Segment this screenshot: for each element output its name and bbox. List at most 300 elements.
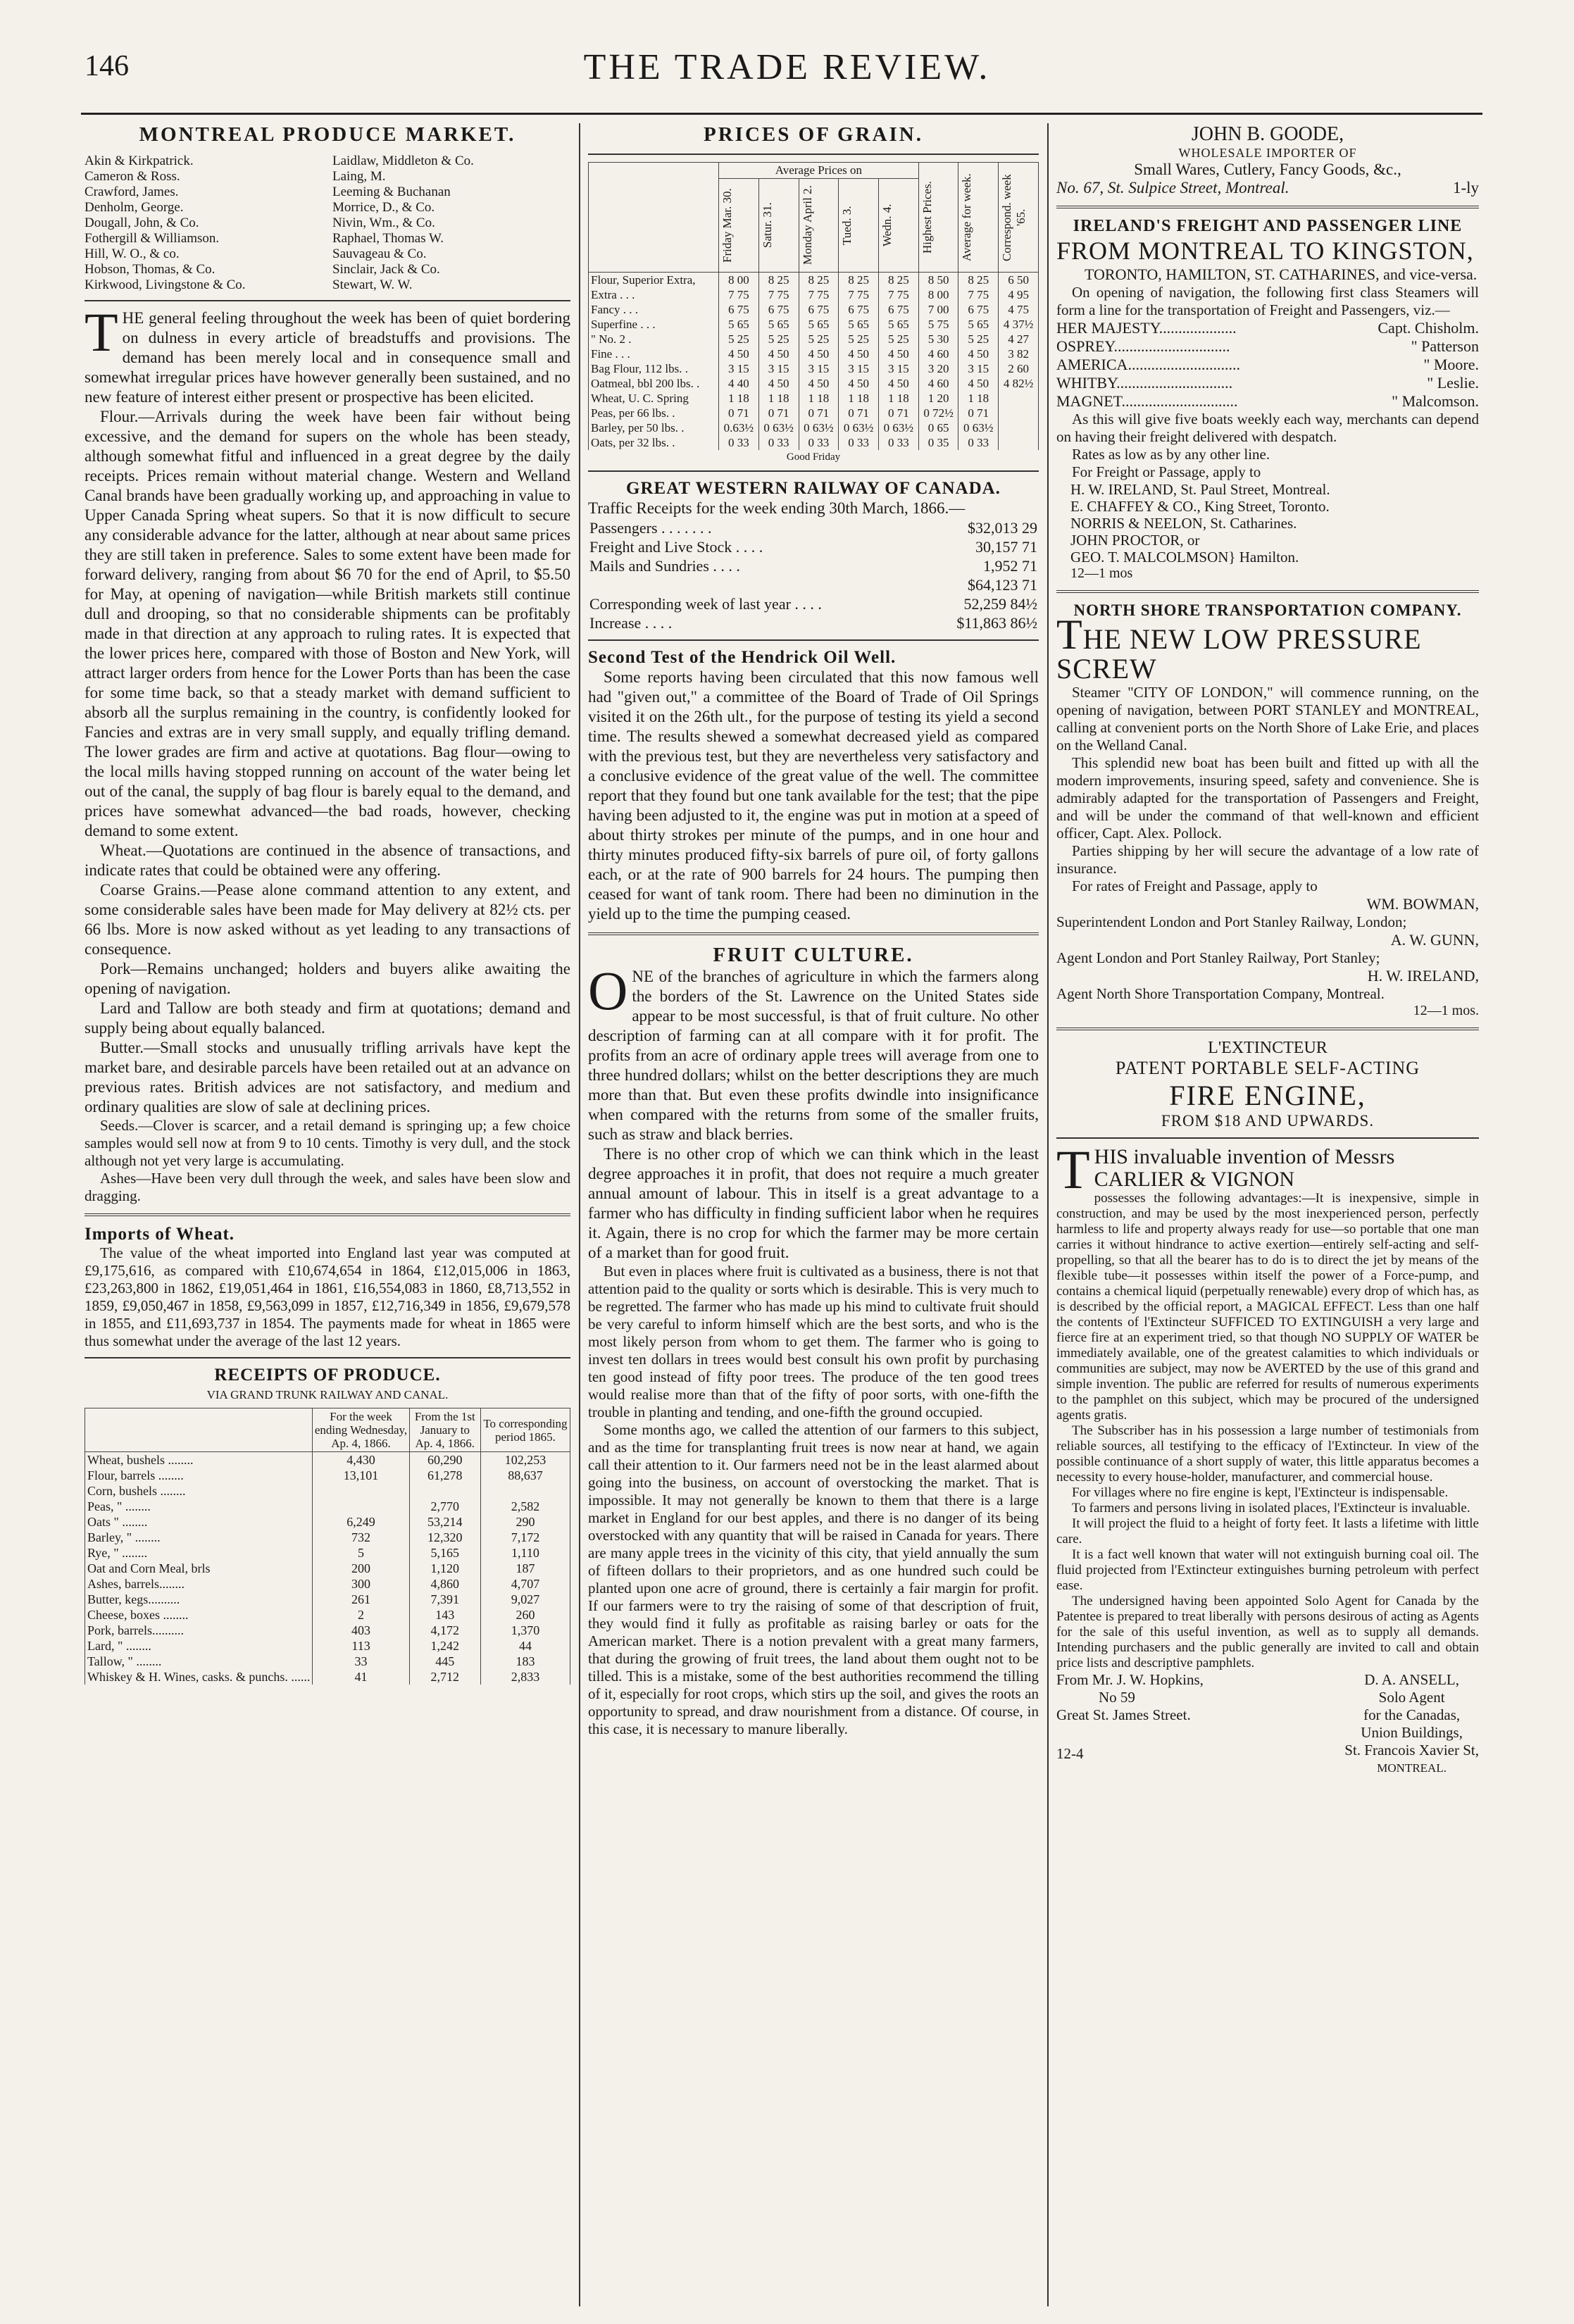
divider bbox=[1056, 1137, 1479, 1139]
table-row bbox=[589, 435, 1039, 450]
table-cell: 113 bbox=[313, 1638, 409, 1654]
agent-line: GEO. T. MALCOLMSON} Hamilton. bbox=[1070, 549, 1299, 566]
table-row bbox=[589, 346, 1039, 361]
fire-agent2: Solo Agent bbox=[1378, 1689, 1445, 1706]
steamer-name: AMERICA............................. bbox=[1056, 356, 1240, 373]
montreal-heading: MONTREAL PRODUCE MARKET. bbox=[139, 123, 516, 146]
table-row bbox=[588, 537, 1039, 556]
fire-p5: It will project the fluid to a height of forty feet. It lasts a lifetime with little care. bbox=[1056, 1516, 1479, 1547]
column-label: Friday Mar. 30. bbox=[720, 188, 735, 263]
table-cell: Passengers . . . . . . . bbox=[589, 519, 712, 537]
column-3 bbox=[1056, 123, 1479, 2303]
steamer-name: WHITBY.............................. bbox=[1056, 374, 1233, 392]
table-row bbox=[589, 287, 1039, 302]
northshore-headline bbox=[1056, 611, 1479, 685]
table-cell: 0 71 bbox=[758, 406, 799, 420]
merchant-name: Kirkwood, Livingstone & Co. bbox=[85, 277, 246, 292]
fire-agent5: St. Francois Xavier St, bbox=[1344, 1742, 1479, 1758]
table-header-cell: For the week ending Wednesday, Ap. 4, 1866. bbox=[313, 1408, 409, 1452]
table-cell bbox=[999, 435, 1039, 450]
table-cell: 88,637 bbox=[480, 1468, 570, 1483]
table-cell: 4 50 bbox=[839, 376, 879, 391]
table-cell: Fancy . . . bbox=[589, 302, 719, 317]
table-cell: Increase . . . . bbox=[589, 614, 673, 632]
table-cell: Peas, per 66 lbs. . bbox=[589, 406, 719, 420]
table-cell: 5 30 bbox=[918, 332, 958, 346]
table-cell: 5 25 bbox=[958, 332, 999, 346]
receipts-heading: RECEIPTS OF PRODUCE. bbox=[214, 1366, 441, 1385]
fire-term: 12-4 bbox=[1056, 1745, 1084, 1762]
table-cell: 4 37½ bbox=[999, 317, 1039, 332]
northshore-agent-1-title: Superintendent London and Port Stanley Railway, London; bbox=[1056, 913, 1407, 930]
gwr-heading: GREAT WESTERN RAILWAY OF CANADA. bbox=[626, 479, 1001, 498]
table-cell bbox=[313, 1499, 409, 1514]
table-cell: 1,120 bbox=[409, 1561, 480, 1576]
table-cell: 0 33 bbox=[878, 435, 918, 450]
fruit-heading: FRUIT CULTURE. bbox=[713, 944, 914, 966]
table-cell: Oats " ........ bbox=[85, 1514, 313, 1530]
table-cell: 0 63½ bbox=[758, 420, 799, 435]
table-cell: 5 65 bbox=[799, 317, 839, 332]
table-header-cell bbox=[758, 179, 799, 273]
table-cell: 4 75 bbox=[999, 302, 1039, 317]
table-cell: 5 65 bbox=[839, 317, 879, 332]
merchant-name: Laidlaw, Middleton & Co. bbox=[332, 154, 474, 168]
oil-heading: Second Test of the Hendrick Oil Well. bbox=[588, 648, 897, 667]
table-header-cell bbox=[799, 179, 839, 273]
table-cell: 1 18 bbox=[719, 391, 759, 406]
table-cell: 6 75 bbox=[958, 302, 999, 317]
table-cell bbox=[409, 1483, 480, 1499]
table-cell bbox=[999, 406, 1039, 420]
column-label: Tued. 3. bbox=[840, 206, 854, 245]
montreal-intro bbox=[85, 301, 570, 407]
table-cell: 3 15 bbox=[878, 361, 918, 376]
table-cell: 8 25 bbox=[839, 273, 879, 288]
table-cell: 1,952 71 bbox=[983, 557, 1037, 575]
coarse-grains-report: Coarse Grains.—Pease alone command attention to any extent, and some considerable sales have been made for May delivery at 82½ cts. per 66 lbs. More is now asked without as yet leading to any transactions of consequence. bbox=[85, 881, 570, 958]
table-row bbox=[85, 1545, 570, 1561]
ireland-route: FROM MONTREAL TO KINGSTON, bbox=[1056, 237, 1474, 265]
table-cell: Pork, barrels.......... bbox=[85, 1623, 313, 1638]
drop-cap: O bbox=[588, 960, 628, 1021]
table-row bbox=[85, 1514, 570, 1530]
table-row bbox=[589, 273, 1039, 288]
table-cell: 1 18 bbox=[839, 391, 879, 406]
table-header-cell bbox=[839, 179, 879, 273]
table-cell: Butter, kegs.......... bbox=[85, 1592, 313, 1607]
steamer-row bbox=[1056, 392, 1479, 411]
column-1 bbox=[85, 123, 570, 2303]
table-cell: 187 bbox=[480, 1561, 570, 1576]
table-cell: 7 75 bbox=[958, 287, 999, 302]
table-cell: 8 25 bbox=[758, 273, 799, 288]
table-cell: 8 25 bbox=[799, 273, 839, 288]
table-cell: Whiskey & H. Wines, casks. & punchs. ...... bbox=[85, 1669, 313, 1685]
fruit-p1-text: NE of the branches of agriculture in which the farmers along the borders of the St. Lawrence on the United States side appear to be most successful, is that of fruit culture. No other description of farming can at all compare with it for profit. The profits from an acre of ordinary apple trees will average from one to three hundred dollars; whilst on the better descriptions they are much more than that. But even these profits dwindle into insignificance when compared with the returns from some of the smaller fruits, such as straw and black berries. bbox=[588, 968, 1039, 1143]
table-cell: Wheat, bushels ........ bbox=[85, 1452, 313, 1468]
northshore-heading: NORTH SHORE TRANSPORTATION COMPANY. bbox=[1073, 601, 1462, 619]
northshore-agent-1: WM. BOWMAN, bbox=[1366, 895, 1479, 913]
table-cell: Oat and Corn Meal, brls bbox=[85, 1561, 313, 1576]
table-cell: 0.63½ bbox=[719, 420, 759, 435]
agent-line: E. CHAFFEY & CO., King Street, Toronto. bbox=[1070, 498, 1330, 515]
fire-p4: To farmers and persons living in isolated places, l'Extincteur is invaluable. bbox=[1072, 1501, 1470, 1516]
steamer-captain: " Leslie. bbox=[1427, 374, 1479, 392]
table-cell bbox=[588, 575, 920, 594]
steamer-captain: " Patterson bbox=[1411, 337, 1479, 355]
table-row bbox=[588, 518, 1039, 537]
table-cell: Freight and Live Stock . . . . bbox=[589, 538, 763, 556]
table-cell: 5 75 bbox=[918, 317, 958, 332]
receipts-table bbox=[85, 1408, 570, 1685]
table-cell: 0 63½ bbox=[839, 420, 879, 435]
table-cell: 41 bbox=[313, 1669, 409, 1685]
table-cell bbox=[480, 1483, 570, 1499]
column-label: Average for week. bbox=[960, 173, 974, 261]
gwr-table bbox=[588, 518, 1039, 632]
northshore-text: Steamer "CITY OF LONDON," will commence running, on the opening of navigation, between PORT STANLEY and MONTREAL, calling at convenient ports on the North Shore of Lake Erie, and places on the Welland Canal. bbox=[1056, 684, 1479, 754]
steamer-name: MAGNET.............................. bbox=[1056, 392, 1238, 410]
divider bbox=[85, 1357, 570, 1358]
lard-report: Lard and Tallow are both steady and firm at quotations; demand and supply being about equally balanced. bbox=[85, 999, 570, 1037]
ireland-text3: For Freight or Passage, apply to bbox=[1072, 463, 1261, 480]
table-cell: 260 bbox=[480, 1607, 570, 1623]
table-cell: $11,863 86½ bbox=[956, 614, 1037, 632]
merchant-name: Leeming & Buchanan bbox=[332, 185, 451, 199]
table-cell: 12,320 bbox=[409, 1530, 480, 1545]
table-cell: 1 18 bbox=[758, 391, 799, 406]
table-cell: Fine . . . bbox=[589, 346, 719, 361]
steamer-captain: " Malcomson. bbox=[1392, 392, 1479, 410]
table-cell: 0 35 bbox=[918, 435, 958, 450]
steamer-captain: " Moore. bbox=[1423, 356, 1479, 373]
table-cell: 4 50 bbox=[758, 376, 799, 391]
table-cell: 5 65 bbox=[719, 317, 759, 332]
fire-agent3: for the Canadas, bbox=[1363, 1706, 1461, 1723]
table-cell: Oatmeal, bbl 200 lbs. . bbox=[589, 376, 719, 391]
column-rule bbox=[1047, 123, 1049, 2306]
table-cell: 732 bbox=[313, 1530, 409, 1545]
fruit-p3: But even in places where fruit is cultivated as a business, there is not that attention paid to the quality or sorts which is desirable. This is very much to be regretted. The farmer who has made up his mind to cultivate fruit should be very careful to inform himself which are the best sorts, and who is the most likely person from whom to get them. The farmer who is going to invest ten dollars in trees would best consult his own profit by purchasing ten good instead of fifty poor trees. The produce of the ten good trees would realise more than that of the fifty of poor sorts, with one-fifth the trouble in planting and tending, and one-fifth the ground occupied. bbox=[588, 1263, 1039, 1420]
table-cell: 0 71 bbox=[839, 406, 879, 420]
table-cell: 4 82½ bbox=[999, 376, 1039, 391]
northshore-term: 12—1 mos. bbox=[1413, 1003, 1479, 1018]
table-cell: 4 50 bbox=[799, 346, 839, 361]
table-cell: Bag Flour, 112 lbs. . bbox=[589, 361, 719, 376]
table-cell: 0 33 bbox=[799, 435, 839, 450]
table-row bbox=[85, 1638, 570, 1654]
table-row bbox=[589, 332, 1039, 346]
table-cell: 403 bbox=[313, 1623, 409, 1638]
table-cell: 6 75 bbox=[758, 302, 799, 317]
table-row bbox=[589, 302, 1039, 317]
northshore-text3: Parties shipping by her will secure the advantage of a low rate of insurance. bbox=[1056, 842, 1479, 877]
table-cell: 6,249 bbox=[313, 1514, 409, 1530]
table-cell: 3 15 bbox=[719, 361, 759, 376]
table-cell: 0 33 bbox=[958, 435, 999, 450]
table-cell: 0 63½ bbox=[958, 420, 999, 435]
grain-table bbox=[588, 162, 1039, 450]
steamer-name: HER MAJESTY.................... bbox=[1056, 319, 1237, 337]
table-cell: 2 bbox=[313, 1607, 409, 1623]
column-rule bbox=[579, 123, 580, 2306]
merchant-name: Nivin, Wm., & Co. bbox=[332, 215, 435, 230]
table-cell: 5 65 bbox=[958, 317, 999, 332]
table-cell: Lard, " ........ bbox=[85, 1638, 313, 1654]
table-header-cell bbox=[85, 1408, 313, 1452]
table-cell: 61,278 bbox=[409, 1468, 480, 1483]
table-row bbox=[85, 1592, 570, 1607]
merchant-name: Morrice, D., & Co. bbox=[332, 200, 435, 215]
table-cell: Corn, bushels ........ bbox=[85, 1483, 313, 1499]
column-label: Correspond. week '65. bbox=[1000, 173, 1028, 261]
seeds-report: Seeds.—Clover is scarcer, and a retail demand is springing up; a few choice samples would sell now at from 9 to 10 cents. Timothy is very dull, and the stock although not yet very large is accumulating. bbox=[85, 1117, 570, 1169]
table-cell: 3 15 bbox=[799, 361, 839, 376]
imports-text: The value of the wheat imported into England last year was computed at £9,175,616, as compared with £10,674,654 in 1864, £12,015,006 in 1863, £23,263,800 in 1862, £19,051,464 in 1861, £16,554,083 in 1860, £8,713,552 in 1859, £9,050,467 in 1858, £9,563,099 in 1857, £12,716,349 in 1856, £9,679,578 in 1855, and £11,693,737 in 1854. The payments made for wheat in 1865 were thus somewhat under the average of the last 12 years. bbox=[85, 1244, 570, 1349]
table-row bbox=[85, 1499, 570, 1514]
divider bbox=[588, 470, 1039, 472]
table-cell: 6 75 bbox=[839, 302, 879, 317]
table-cell: 8 00 bbox=[719, 273, 759, 288]
table-cell: 4 95 bbox=[999, 287, 1039, 302]
table-body bbox=[589, 273, 1039, 451]
table-cell: 7,391 bbox=[409, 1592, 480, 1607]
table-row bbox=[85, 1669, 570, 1685]
table-cell: 7 00 bbox=[918, 302, 958, 317]
table-cell: 1 18 bbox=[878, 391, 918, 406]
ireland-route2: TORONTO, HAMILTON, ST. CATHARINES, and vice-versa. bbox=[1085, 265, 1478, 283]
table-cell: 261 bbox=[313, 1592, 409, 1607]
table-cell: 5 25 bbox=[878, 332, 918, 346]
table-cell: 4 27 bbox=[999, 332, 1039, 346]
merchant-name: Hill, W. O., & co. bbox=[85, 246, 180, 261]
table-body bbox=[588, 518, 1039, 632]
table-row bbox=[588, 613, 1039, 632]
table-row bbox=[85, 1483, 570, 1499]
table-cell: 4,860 bbox=[409, 1576, 480, 1592]
table-cell: 2,582 bbox=[480, 1499, 570, 1514]
table-cell: 1 20 bbox=[918, 391, 958, 406]
table-cell: 9,027 bbox=[480, 1592, 570, 1607]
table-cell bbox=[313, 1483, 409, 1499]
table-header-cell bbox=[999, 163, 1039, 273]
ireland-heading: IRELAND'S FREIGHT AND PASSENGER LINE bbox=[1073, 217, 1463, 235]
table-cell: 6 75 bbox=[719, 302, 759, 317]
column-label: Monday April 2. bbox=[800, 185, 814, 265]
butter-report: Butter.—Small stocks and unusually trifling arrivals have kept the market bare, and desirable parcels have been retailed out at an advance on previous rates. British advices are not satisfactory, and medium and ordinary qualities are slow of sale at declining prices. bbox=[85, 1039, 570, 1116]
table-cell: 5 65 bbox=[878, 317, 918, 332]
steamer-name: OSPREY.............................. bbox=[1056, 337, 1230, 355]
northshore-agent-3: H. W. IRELAND, bbox=[1367, 967, 1479, 985]
oil-text: Some reports having been circulated that this now famous well had "given out," a committee of the Board of Trade of Oil Springs visited it on the 26th ult., for the purpose of testing its yield a second time. The results shewed a somewhat decreased yield as compared with the previous test, but they are nevertheless very satisfactory and a conclusive evidence of the great value of the well. The committee report that they found but one tank available for the test; that the pipe having been adjusted to it, the engine was put in motion at a speed of about thirty strokes per minute of the pumps, and in one hour and thirty minutes produced fifty-six barrels of pure oil, of forty gallons each, or at the rate of 900 barrels for 24 hours. The pumping then ceased for want of tank room. There had been no diminution in the yield up to the time the pumping ceased. bbox=[588, 668, 1039, 923]
goode-name: JOHN B. GOODE, bbox=[1191, 123, 1344, 145]
northshore-agent-2: A. W. GUNN, bbox=[1390, 931, 1479, 949]
table-cell: 1,370 bbox=[480, 1623, 570, 1638]
table-cell: 1 18 bbox=[958, 391, 999, 406]
fire-line2: PATENT PORTABLE SELF-ACTING bbox=[1115, 1058, 1420, 1078]
table-cell: 0 63½ bbox=[878, 420, 918, 435]
grain-heading: PRICES OF GRAIN. bbox=[704, 123, 923, 146]
table-cell: 4 60 bbox=[918, 376, 958, 391]
table-cell: 4 50 bbox=[958, 376, 999, 391]
table-cell: 3 15 bbox=[839, 361, 879, 376]
table-header-cell bbox=[918, 163, 958, 273]
table-cell: 2 60 bbox=[999, 361, 1039, 376]
table-cell: Barley, " ........ bbox=[85, 1530, 313, 1545]
table-cell: " No. 2 . bbox=[589, 332, 719, 346]
table-header-cell bbox=[719, 179, 759, 273]
table-cell: 3 82 bbox=[999, 346, 1039, 361]
steamer-list bbox=[1056, 319, 1479, 411]
table-row bbox=[588, 575, 1039, 594]
table-cell: 5 25 bbox=[799, 332, 839, 346]
divider bbox=[1056, 590, 1479, 593]
table-cell: 4 50 bbox=[958, 346, 999, 361]
table-cell: Flour, Superior Extra, bbox=[589, 273, 719, 288]
table-cell: Barley, per 50 lbs. . bbox=[589, 420, 719, 435]
table-cell: 4 50 bbox=[799, 376, 839, 391]
table-cell: 7 75 bbox=[799, 287, 839, 302]
steamer-row bbox=[1056, 374, 1479, 392]
table-row bbox=[589, 420, 1039, 435]
wheat-report: Wheat.—Quotations are continued in the absence of transactions, and indicate rates that could be obtained were any offering. bbox=[85, 842, 570, 879]
table-cell: 6 50 bbox=[999, 273, 1039, 288]
fire-line4: FROM $18 AND UPWARDS. bbox=[1161, 1112, 1375, 1130]
table-cell: 0 33 bbox=[758, 435, 799, 450]
gwr-intro: Traffic Receipts for the week ending 30th March, 1866.— bbox=[588, 499, 966, 517]
table-cell: 102,253 bbox=[480, 1452, 570, 1468]
merchant-name: Denholm, George. bbox=[85, 200, 184, 215]
montreal-intro-text: HE general feeling throughout the week has been of quiet bordering on dulness in every article of breadstuffs and provisions. The demand has been merely local and in consequence small and somewhat irregular prices have however generally been sustained, and no new feature of interest either present or prospective has been elicited. bbox=[85, 309, 570, 406]
goode-address: No. 67, St. Sulpice Street, Montreal. bbox=[1056, 179, 1289, 196]
fire-agent4: Union Buildings, bbox=[1361, 1724, 1463, 1741]
table-cell: 0 65 bbox=[918, 420, 958, 435]
table-cell: 1,110 bbox=[480, 1545, 570, 1561]
agent-list bbox=[1056, 481, 1479, 566]
table-cell: 6 75 bbox=[799, 302, 839, 317]
merchant-name: Hobson, Thomas, & Co. bbox=[85, 262, 216, 277]
merchant-list-right bbox=[332, 154, 570, 293]
fruit-p2: There is no other crop of which we can think which in the least degree approaches it in profit, that does not require a much greater annual amount of labour. This in itself is a great advantage to a farmer who has difficulty in finding sufficient labor when he requires it. Again, there is no crop for which the farmer may be more certain of a market than for good fruit. bbox=[588, 1145, 1039, 1261]
table-cell: Corresponding week of last year . . . . bbox=[589, 595, 822, 613]
merchant-name: Stewart, W. W. bbox=[332, 277, 413, 292]
column-label: Highest Prices. bbox=[920, 181, 934, 254]
fire-lead bbox=[1056, 1139, 1479, 1200]
fire-signature bbox=[1056, 1671, 1479, 1777]
divider bbox=[1056, 206, 1479, 208]
table-row bbox=[85, 1654, 570, 1669]
table-cell: 33 bbox=[313, 1654, 409, 1669]
table-row bbox=[85, 1607, 570, 1623]
table-header-cell bbox=[878, 179, 918, 273]
grain-rotated-label: Good Friday bbox=[786, 451, 841, 463]
table-cell: 4 50 bbox=[878, 346, 918, 361]
table-cell: 0 71 bbox=[878, 406, 918, 420]
table-cell: 60,290 bbox=[409, 1452, 480, 1468]
agent-line: NORRIS & NEELON, St. Catharines. bbox=[1070, 515, 1297, 532]
table-header-cell: From the 1st January to Ap. 4, 1866. bbox=[409, 1408, 480, 1452]
fire-agent: D. A. ANSELL, bbox=[1364, 1671, 1460, 1688]
table-row bbox=[85, 1452, 570, 1468]
merchant-list bbox=[85, 154, 570, 293]
divider bbox=[588, 639, 1039, 641]
divider bbox=[85, 1213, 570, 1216]
fire-p1: possesses the following advantages:—It is inexpensive, simple in construction, and may be used by the most inexperienced person, perfectly harmless to life and property always ready for use—so portable that one man carries it without hindrance to active exertion—entirely self-acting and self-propelling, so that all the bearer has to do is to direct the jet by means of the flexible tube—it possesses within itself the power of a Force-pump, and contains a chemical liquid (perpetually renewable) every drop of which has, as is described by the official report, a MAGICAL EFFECT. Less than one half the contents of l'Extincteur SUFFICED TO EXTINGUISH a very large and fierce fire at an experiment tried, so that though NO SUPPLY OF WATER be immediately available, one of the greatest calamities to which individuals or communities are subject, may now be AVERTED by the use of this grand and simple invention. The public are referred for results of numerous experiments to the pamphlet on this subject, which may be procured of the undersigned agents gratis. bbox=[1056, 1191, 1479, 1423]
ashes-report: Ashes—Have been very dull through the week, and sales have been slow and dragging. bbox=[85, 1170, 570, 1204]
table-cell: Mails and Sundries . . . . bbox=[589, 557, 740, 575]
table-cell: 2,770 bbox=[409, 1499, 480, 1514]
table-cell: 183 bbox=[480, 1654, 570, 1669]
merchant-name: Laing, M. bbox=[332, 169, 386, 184]
table-cell: 0 33 bbox=[719, 435, 759, 450]
table-cell: 5,165 bbox=[409, 1545, 480, 1561]
table-cell: 5 65 bbox=[758, 317, 799, 332]
table-cell: Wheat, U. C. Spring bbox=[589, 391, 719, 406]
table-cell: Rye, " ........ bbox=[85, 1545, 313, 1561]
table-cell: Superfine . . . bbox=[589, 317, 719, 332]
fire-p2: The Subscriber has in his possession a large number of testimonials from reliable sources, all testifying to the efficacy of l'Extincteur. In view of the possible continuance of a short supply of water, this little apparatus becomes a necessity to every house-holder, manufacturer, and commercial house. bbox=[1056, 1423, 1479, 1485]
steamer-row bbox=[1056, 356, 1479, 374]
table-row bbox=[589, 406, 1039, 420]
table-cell: 4 50 bbox=[839, 346, 879, 361]
table-cell: 4,430 bbox=[313, 1452, 409, 1468]
divider bbox=[85, 300, 570, 301]
table-cell: 8 50 bbox=[918, 273, 958, 288]
table-header-cell bbox=[958, 163, 999, 273]
table-cell: Ashes, barrels........ bbox=[85, 1576, 313, 1592]
table-cell: 3 15 bbox=[758, 361, 799, 376]
header-rule bbox=[81, 113, 1482, 115]
table-cell: 7 75 bbox=[719, 287, 759, 302]
table-row bbox=[589, 391, 1039, 406]
table-cell: 0 71 bbox=[719, 406, 759, 420]
table-cell: Tallow, " ........ bbox=[85, 1654, 313, 1669]
table-cell: 30,157 71 bbox=[975, 538, 1037, 556]
goode-line1: WHOLESALE IMPORTER OF bbox=[1178, 146, 1357, 160]
table-cell: 4,172 bbox=[409, 1623, 480, 1638]
table-cell: 2,712 bbox=[409, 1669, 480, 1685]
column-2 bbox=[588, 123, 1039, 2303]
table-cell: 3 20 bbox=[918, 361, 958, 376]
column-label: Satur. 31. bbox=[760, 202, 774, 249]
table-cell: 8 00 bbox=[918, 287, 958, 302]
fire-p3: For villages where no fire engine is kept, l'Extincteur is indispensable. bbox=[1072, 1485, 1449, 1500]
drop-cap: T bbox=[85, 301, 118, 363]
agent-line: JOHN PROCTOR, or bbox=[1070, 532, 1200, 549]
merchant-name: Raphael, Thomas W. bbox=[332, 231, 444, 246]
northshore-headline-text: HE NEW LOW PRESSURE SCREW bbox=[1056, 623, 1422, 685]
table-cell: 445 bbox=[409, 1654, 480, 1669]
fire-from: From Mr. J. W. Hopkins, bbox=[1056, 1671, 1204, 1688]
table-body bbox=[85, 1452, 570, 1685]
table-cell: 4 50 bbox=[719, 346, 759, 361]
table-cell: 4 50 bbox=[878, 376, 918, 391]
table-cell: 4,707 bbox=[480, 1576, 570, 1592]
table-header-cell: To corresponding period 1865. bbox=[480, 1408, 570, 1452]
fire-street: Great St. James Street. bbox=[1056, 1706, 1191, 1723]
steamer-captain: Capt. Chisholm. bbox=[1378, 319, 1479, 337]
fire-signature-right bbox=[1344, 1671, 1479, 1777]
steamer-row bbox=[1056, 337, 1479, 356]
table-cell: 0 71 bbox=[958, 406, 999, 420]
table-cell: 4 60 bbox=[918, 346, 958, 361]
table-row bbox=[85, 1561, 570, 1576]
table-header bbox=[85, 1408, 570, 1452]
table-cell: Extra . . . bbox=[589, 287, 719, 302]
fruit-p1 bbox=[588, 960, 1039, 1144]
table-cell: 0 63½ bbox=[799, 420, 839, 435]
